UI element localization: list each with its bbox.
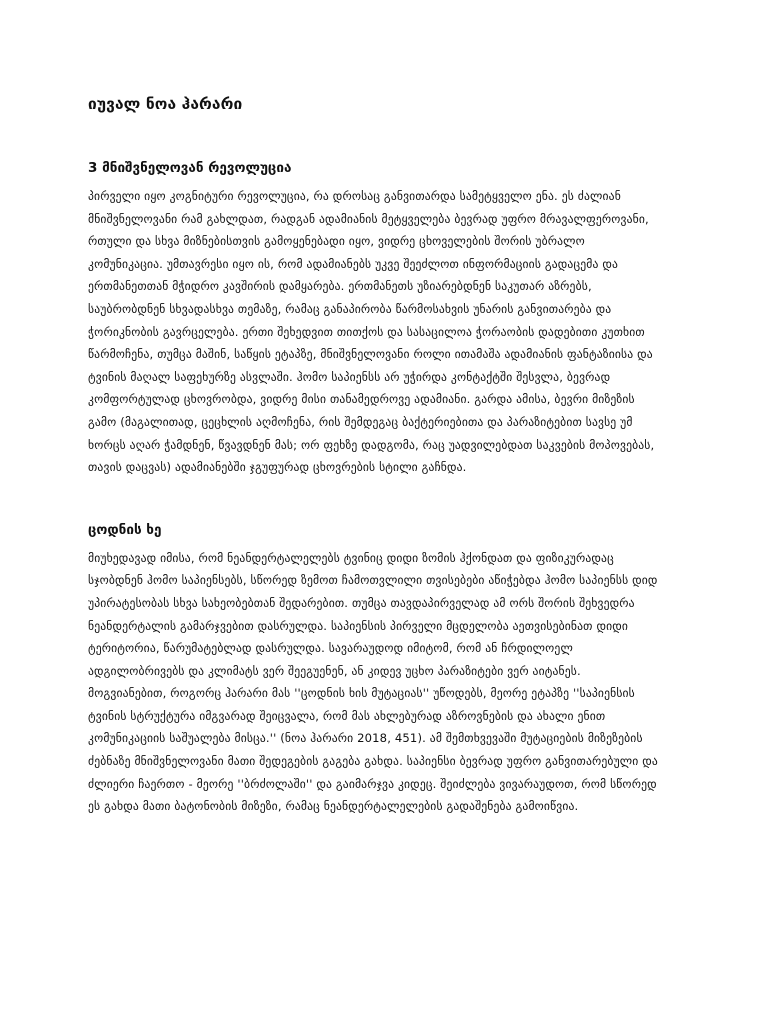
section-paragraph-revolutions: პირველი იყო კოგნიტური რევოლუცია, რა დროსაც განვითარდა სამეტყველო ენა. ეს ძალიან მნიშვნელოვანი რამ გახლდათ, რადგან ადამიანის მეტყველება ბევრად უფრო მრავალფეროვანი, რთული და სხვა მიზნებისთვის გამოყენებადი იყო, ვიდრე ცხოველების შორის უბრალო კომუნიკაცია. უმთავრესი იყო ის, რომ ადამიანებს უკვე შეეძლოთ ინფორმაციის გადაცემა და ერთმანეთთან მჭიდრო კავშირის დამყარება. ერთმანეთს უზიარებდნენ საკუთარ აზრებს, საუბრობდნენ სხვადასხვა თემაზე, რამაც განაპირობა წარმოსახვის უნარის განვითარება და ჭორიკნობის გავრცელება. ერთი შეხედვით თითქოს და სასაცილოა ჭორაობის დადებითი კუთხით წარმოჩენა, თუმცა მაშინ, საწყის ეტაპზე, მნიშვნელოვანი როლი ითამაშა ადამიანის ფანტაზიისა და ტვინის მაღალ საფეხურზე ასვლაში. ჰომო საპიენსს არ უჭირდა კონტაქტში შესვლა, ბევრად კომფორტულად ცხოვრობდა, ვიდრე მისი თანამედროვე ადამიანი. გარდა ამისა, ბევრი მიზეზის გამო (მაგალითად, ცეცხლის აღმოჩენა, რის შემდეგაც ბაქტერიებითა და პარაზიტებით სავსე უმ ხორცს აღარ ჭამდნენ, წვავდნენ მას; ორ ფეხზე დადგომა, რაც უადვილებდათ საკვების მოპოვებას, თავის დაცვას) ადამიანებში ჯგუფურად ცხოვრების სტილი გაჩნდა.	[88, 189, 655, 475]
document-title: იუვალ ნოა ჰარარი	[88, 95, 243, 113]
section-paragraph-tree-of-knowledge: მიუხედავად იმისა, რომ ნეანდერტალელებს ტვინიც დიდი ზომის ჰქონდათ და ფიზიკურადაც სჯობდნენ ჰომო საპიენსებს, სწორედ ზემოთ ჩამოთვლილი თვისებები აწიჭებდა ჰომო საპიენსს დიდ უპირატესობას სხვა სახეობებთან შედარებით. თუმცა თავდაპირველად ამ ორს შორის შეხვედრა ნეანდერტალის გამარჯვებით დასრულდა. საპიენსის პირველი მცდელობა აეთვისებინათ დიდი ტერიტორია, წარუმატებლად დასრულდა. სავარაუდოდ იმიტომ, რომ ან ჩრდილოელ ადგილობრივებს და კლიმატს ვერ შეეგუენენ, ან კიდევ უცხო პარაზიტები ვერ აიტანეს. მოგვიანებით, როგორც ჰარარი მას ''ცოდნის ხის მუტაციას'' უწოდებს, მეორე ეტაპზე ''საპიენსის ტვინის სტრუქტურა იმგვარად შეიცვალა, რომ მას ახლებურად აზროვნების და ახალი ენით კომუნიკაციის საშუალება მისცა.'' (ნოა ჰარარი 2018, 451). ამ შემთხვევაში მუტაციების მიზეზების ძებნაზე მნიშვნელოვანი მათი შედეგების გაგება გახდა. საპიენსი ბევრად უფრო განვითარებული და ძლიერი ჩაერთო - მეორე ''ბრძოლაში'' და გაიმარჯვა კიდეც. შეიძლება ვივარაუდოთ, რომ სწორედ ეს გახდა მათი ბატონობის მიზეზი, რამაც ნეანდერტალელების გადაშენება გამოიწვია.	[88, 550, 658, 814]
section-heading-tree-of-knowledge: ცოდნის ხე	[88, 521, 162, 538]
section-heading-revolutions: 3 მნიშვნელოვან რევოლუცია	[88, 160, 292, 176]
